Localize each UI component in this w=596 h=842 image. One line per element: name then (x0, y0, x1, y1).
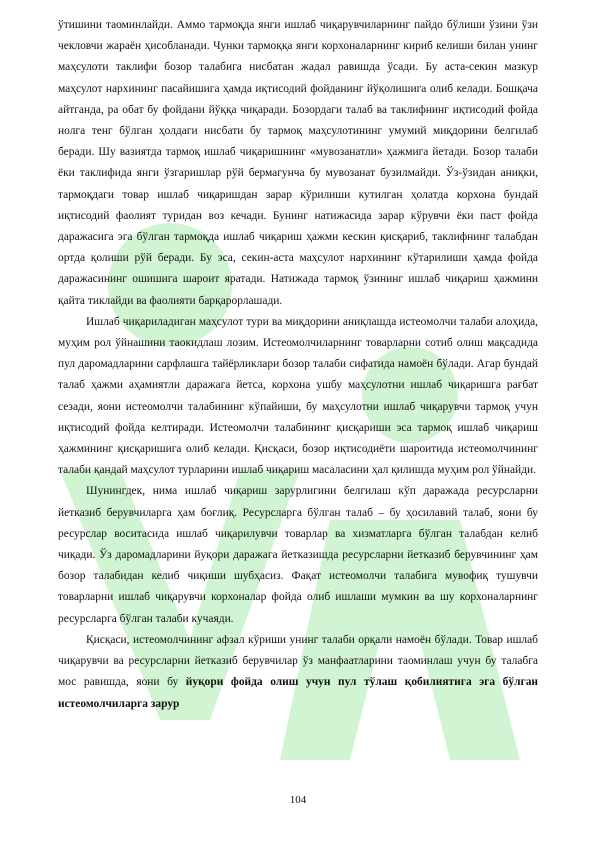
paragraph-4-text: Қисқаси, истеомолчининг афзал кўриши унинг талаби орқали намоён бўлади. Товар ишлаб чиқарувчи ва ресурсларни йетказиб берувчилар ўз манфаатларини таоминлаш учун бу талабга мос равишда, яони бу (58, 633, 538, 689)
paragraph-1: ўтишини таоминлайди. Аммо тармоқда янги ишлаб чиқарувчиларнинг пайдо бўлиши ўзини ўзи чекловчи жараён ҳисобланади. Чунки тармоққа янги корхоналарнинг кириб келиши билан унинг маҳсулоти таклифи бозор талабига нисбатан жадал равишда ўсади. Бу аста-секин мазкур маҳсулот нархининг пасайишига ҳамда иқтисодий фойданинг йўқолишига олиб келади. Бошқача айтганда, ра обат бу фойдани йўққа чиқаради. Бозордаги талаб ва таклифнинг иқтисодий фойда нолга тенг бўлган ҳолдаги нисбати бу тармоқ маҳсулотининг умумий миқдорини белгилаб беради. Шу вазиятда тармоқ ишлаб чиқаришнинг «мувозанатли» ҳажмига йетади. Бозор талаби ёки таклифида янги ўзгаришлар рўй бермагунча бу мувозанат бузилмайди. Ўз-ўзидан аниқки, тармоқдаги товар ишлаб чиқаришдан зарар кўрилиши кутилган ҳолатда корхона бундай иқтисодий фаолият туридан воз кечади. Бунинг натижасида зарар кўрувчи ёки паст фойда даражасига эга бўлган тармоқда ишлаб чиқариш ҳажми кескин қисқариб, таклифнинг талабдан ортда қолиши рўй беради. Бу эса, секин-аста маҳсулот нархининг кўтарилиши ҳамда фойда даражасининг ошишига шароит яратади. Натижада тармоқ ўзининг ишлаб чиқариш ҳажмини қайта тиклайди ва фаолияти барқарорлашади. (58, 19, 538, 307)
page-number: 104 (289, 794, 307, 806)
paragraph-4-bold-text: йуқори фойда олиш учун пул тўлаш қобилиятига эга бўлган истеомолчиларга зарур (58, 676, 538, 710)
page-body (58, 15, 538, 715)
paragraph-4 (58, 630, 538, 715)
paragraph-3: Шунингдек, нима ишлаб чиқариш зарурлигини белгилаш кўп даражада ресурсларни йетказиб берувчиларга ҳам боғлиқ. Ресурсларга бўлган талаб – бу ҳосилавий талаб, яони бу ресурслар воситасида ишлаб чиқарилувчи товарлар ва хизматларга бўлган талабдан келиб чиқади. Ўз даромадларини йуқори даражага йетказишда ресурсларни йетказиб берувчининг ҳам бозор талабидан келиб чиқиши шубҳасиз. Фақат истеомолчи талабига мувофиқ тушувчи товарларни ишлаб чиқарувчи корхоналар фойда олиб ишлаши мумкин ва шу корхоналарнинг ресурсларга бўлган талаби кучаяди. (58, 485, 538, 625)
paragraph-2: Ишлаб чиқариладиган маҳсулот тури ва миқдорини аниқлашда истеомолчи талаби алоҳида, муҳим рол ўйнашини таокидлаш лозим. Истеомолчиларнинг товарларни сотиб олиш мақсадида пул даромадларини сарфлашга тайёрликлари бозор талаби сифатида намоён бўлади. Агар бундай талаб ҳажми аҳамиятли даражага йетса, корхона ушбу маҳсулотни ишлаб чиқаришга рағбат сезади, яони истеомолчи талабининг кўпайиши, бу маҳсулотни ишлаб чиқарувчи тармоқ учун иқтисодий фойда келтиради. Истеомолчи талабининг қисқариши эса тармоқ ишлаб чиқариш ҳажмининг қисқаришига олиб келади. Қисқаси, бозор иқтисодиёти шароитида истеомолчининг талаби қандай маҳсулот турларини ишлаб чиқариш масаласини ҳал қилишда муҳим рол ўйнайди. (58, 315, 538, 477)
